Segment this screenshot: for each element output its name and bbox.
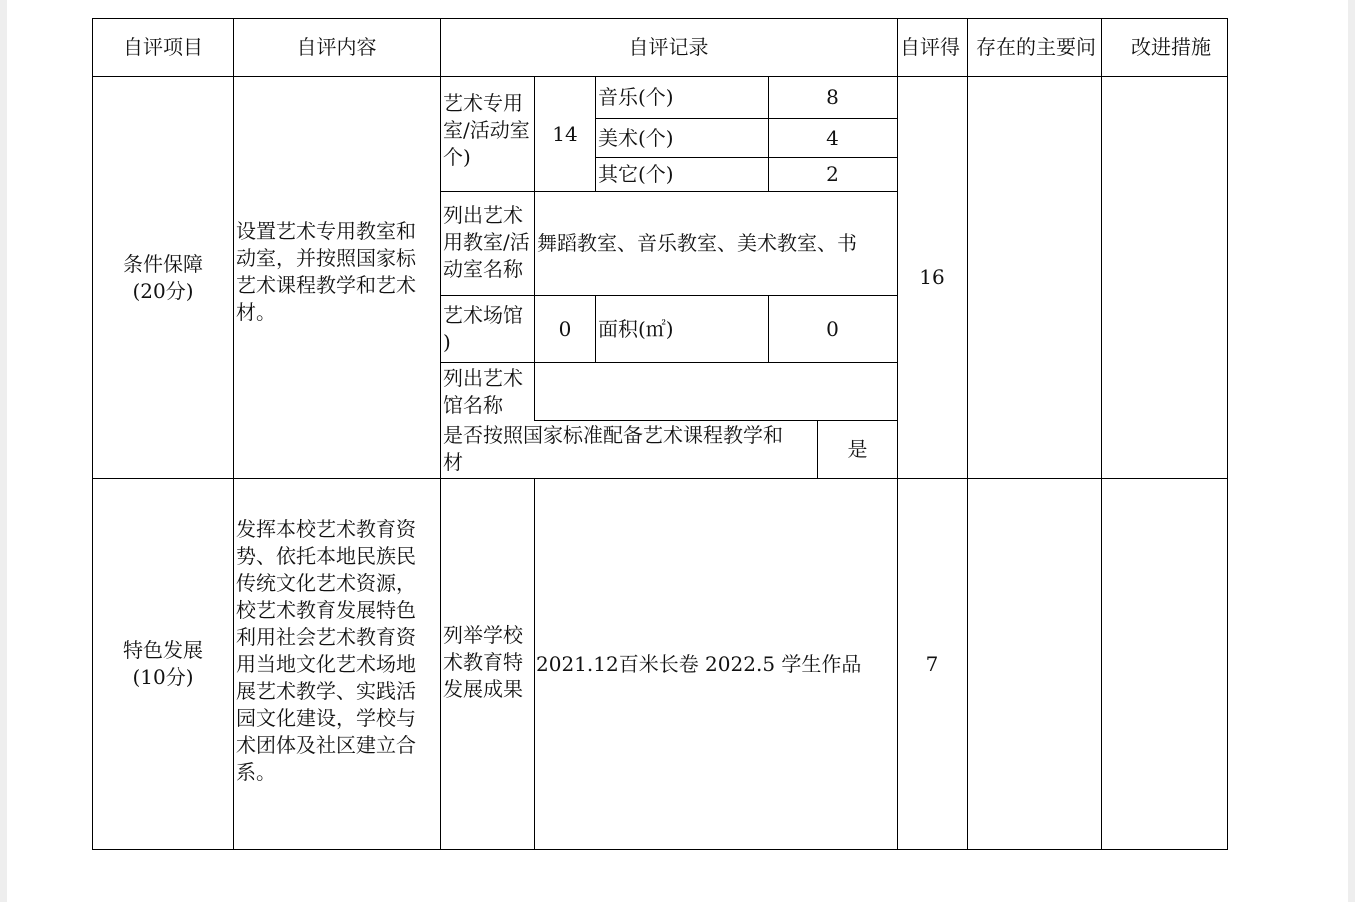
section2-item-line: (10分): [132, 665, 194, 689]
venue-list-value: [537, 363, 897, 419]
venue-label-line: 艺术场馆: [443, 303, 523, 327]
grid-line: [768, 295, 769, 362]
section2-content-line: 利用社会艺术教育资: [236, 625, 416, 649]
header-score: 自评得: [900, 35, 960, 59]
achievements-label-line: 列举学校: [443, 623, 523, 647]
grid-line: [1101, 18, 1102, 850]
venue-label: [443, 302, 534, 362]
section1-content-line: 动室，并按照国家标: [236, 246, 416, 270]
grid-line: [534, 478, 535, 849]
header-item: 自评项目: [123, 35, 203, 59]
section2-content-line: 势、依托本地民族民: [236, 544, 416, 568]
room-music-value: 8: [826, 84, 839, 109]
section2-content-line: 发挥本校艺术教育资: [236, 517, 416, 541]
grid-line: [440, 191, 897, 192]
section1-item: [93, 77, 233, 478]
header-problems: 存在的主要问: [976, 35, 1096, 59]
room-list-label-line: 用教室/活: [443, 230, 530, 254]
venue-count: 0: [558, 316, 572, 341]
section2-content: [236, 516, 439, 806]
achievements-value: 2021.12百米长卷 2022.5 学生作品: [536, 651, 862, 676]
section2-score: 7: [925, 651, 939, 676]
room-music-label: 音乐(个): [598, 84, 674, 109]
section1-content: [236, 218, 439, 338]
header-measures: 改进措施: [1131, 35, 1211, 59]
rooms-label: [443, 90, 534, 190]
section1-content-line: 艺术课程教学和艺术: [236, 273, 416, 297]
grid-line: [440, 18, 441, 850]
standard-label-line: 是否按照国家标准配备艺术课程教学和: [443, 423, 783, 447]
room-art-label: 美术(个): [598, 125, 674, 150]
rooms-total: 14: [552, 121, 578, 146]
document-page: [7, 0, 1348, 902]
grid-line: [817, 420, 818, 478]
grid-line: [967, 18, 968, 850]
grid-line: [897, 18, 898, 850]
grid-line: [440, 295, 897, 296]
grid-line: [92, 18, 1228, 19]
header-content: 自评内容: [296, 35, 377, 59]
section2-content-line: 校艺术教育发展特色: [236, 598, 416, 622]
room-art-value: 4: [826, 125, 839, 150]
section2-item: [93, 479, 233, 849]
section2-content-line: 系。: [236, 760, 276, 784]
venue-label-line: ): [443, 330, 451, 354]
standard-label: [443, 422, 817, 478]
grid-line: [92, 76, 1228, 77]
section2-content-line: 术团体及社区建立合: [236, 733, 416, 757]
area-label: 面积(㎡): [598, 316, 674, 341]
standard-value: 是: [847, 436, 868, 461]
section1-content-line: 设置艺术专用教室和: [236, 219, 416, 243]
grid-line: [595, 157, 897, 158]
achievements-label: [443, 622, 534, 712]
grid-line: [595, 118, 897, 119]
room-other-value: 2: [826, 161, 839, 186]
section2-content-line: 用当地文化艺术场地: [236, 652, 416, 676]
header-record: 自评记录: [628, 35, 709, 59]
grid-line: [233, 18, 234, 850]
grid-line: [595, 76, 596, 191]
area-value: 0: [826, 316, 839, 341]
grid-line: [768, 76, 769, 191]
section2-content-line: 园文化建设，学校与: [236, 706, 416, 730]
grid-line: [440, 362, 897, 363]
grid-line: [1227, 18, 1228, 850]
section1-score: 16: [919, 265, 945, 289]
rooms-label-line: 室/活动室: [443, 118, 530, 142]
grid-line: [534, 420, 897, 421]
grid-line: [92, 478, 1228, 479]
rooms-label-line: 艺术专用: [443, 91, 523, 115]
section2-content-line: 展艺术教学、实践活: [236, 679, 416, 703]
section1-item-line: 条件保障: [123, 251, 203, 276]
achievements-label-line: 术教育特: [443, 650, 523, 674]
standard-label-line: 材: [443, 450, 463, 474]
room-list-label-line: 列出艺术: [443, 203, 523, 227]
section1-content-line: 材。: [236, 300, 276, 324]
section2-content-line: 传统文化艺术资源，: [236, 571, 416, 595]
room-list-value: 舞蹈教室、音乐教室、美术教室、书: [537, 231, 857, 255]
achievements-label-line: 发展成果: [443, 677, 523, 701]
section2-item-line: 特色发展: [123, 638, 203, 662]
grid-line: [595, 295, 596, 362]
rooms-label-line: 个): [443, 145, 471, 169]
venue-list-label-line: 列出艺术: [443, 366, 523, 390]
room-list-label: [443, 202, 534, 292]
grid-line: [92, 18, 93, 850]
room-list-label-line: 动室名称: [443, 257, 523, 281]
grid-line: [92, 849, 1228, 850]
grid-line: [534, 76, 535, 420]
venue-list-label: [443, 365, 534, 421]
room-other-label: 其它(个): [598, 161, 674, 186]
venue-list-label-line: 馆名称: [443, 393, 503, 417]
section1-item-line: (20分): [132, 278, 194, 303]
